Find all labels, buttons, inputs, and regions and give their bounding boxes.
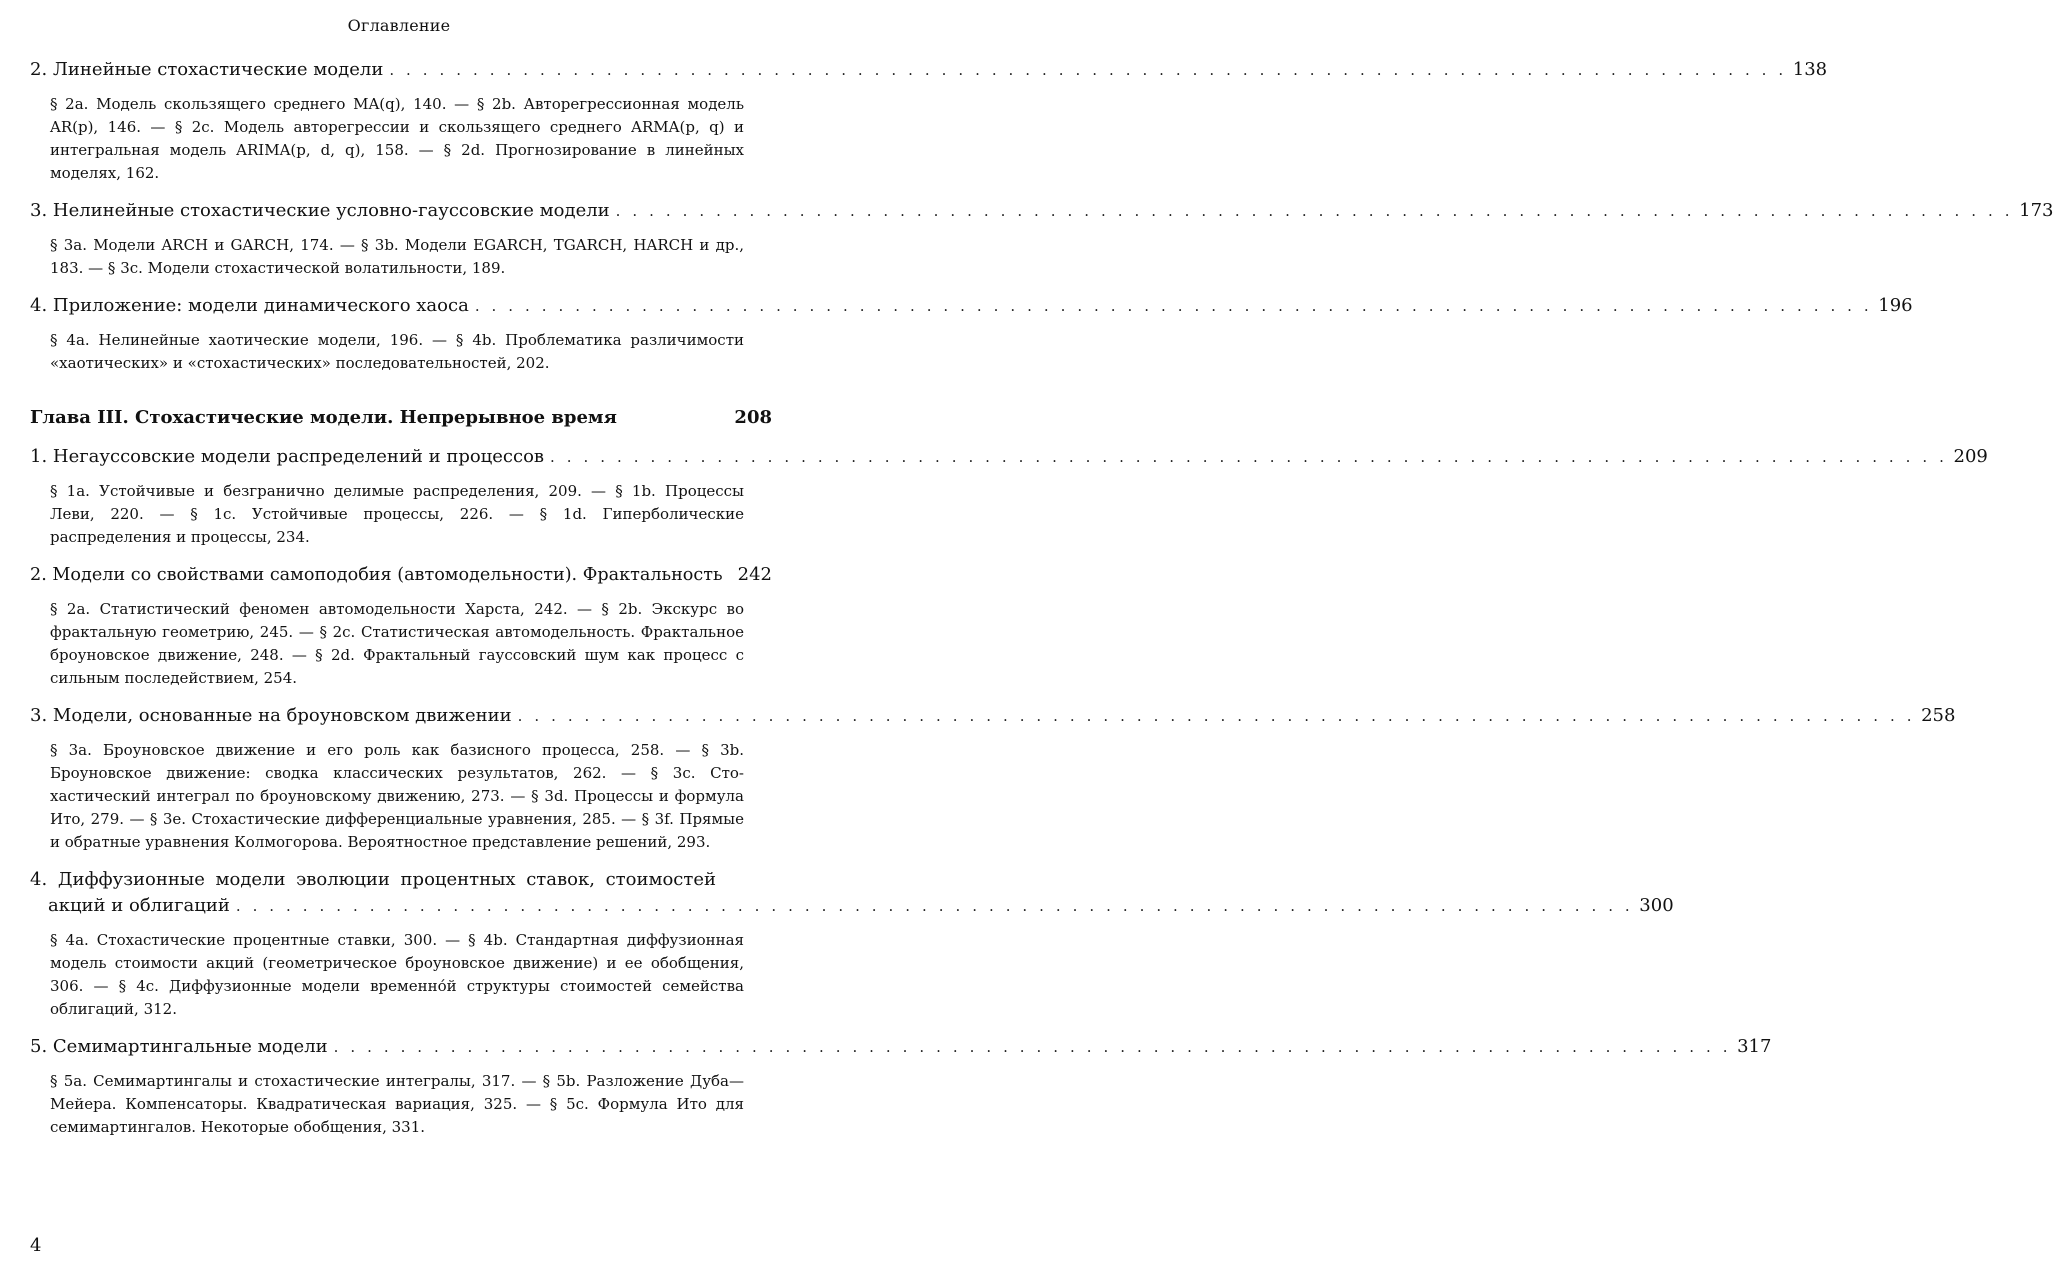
entry-title: 2. Линейные стохастические модели: [30, 59, 384, 80]
dot-leader: . . . . . . . . . . . . . . . . . . . . . . . . . . . . . . . . . . . . . . . . . . . . . . . . . . . . . . . . . . . . . . . . . . . . . . . . . . . . . . . . . . . .: [474, 297, 1873, 315]
entry-title: 3. Модели, основанные на броуновском движении: [30, 705, 512, 726]
entry-subsections: § 2a. Модель скользящего среднего MA(q), 140. — § 2b. Авторегрессионная модель AR(p), 146. — § 2c. Модель авторегрессии и скользящего среднего ARMA(p, q) и интегральная модель ARIMA(p, d, q), 158. — § 2d. Прогнозирование в линейных моделях, 162.: [50, 95, 744, 182]
entry-page: 317: [1737, 1036, 1772, 1057]
toc-entry-2-4[interactable]: [30, 293, 1913, 319]
running-head: Оглавление: [347, 16, 451, 35]
dot-leader: . . . . . . . . . . . . . . . . . . . . . . . . . . . . . . . . . . . . . . . . . . . . . . . . . . . . . . . . . . . . . . . . . . . . . . . . . . . . . . . . . . . .: [235, 897, 1634, 915]
toc-entry-3-4[interactable]: [30, 867, 1674, 919]
entry-subsections: § 1a. Устойчивые и безгранично делимые распределения, 209. — § 1b. Процессы Леви, 220. — § 1c. Устойчивые процессы, 226. — § 1d. Гиперболические распределения и процессы, 234.: [50, 482, 744, 546]
entry-title: 5. Семимартингальные модели: [30, 1036, 328, 1057]
entry-title-line-1: 4. Диффузионные модели эволюции процентных ставок, стоимостей: [30, 869, 716, 890]
entry-subsections: § 4a. Нелинейные хаотические модели, 196. — § 4b. Проблематика различимости «хаотических» и «стохастических» последовательностей, 202.: [50, 331, 744, 372]
dot-leader: . . . . . . . . . . . . . . . . . . . . . . . . . . . . . . . . . . . . . . . . . . . . . . . . . . . . . . . . . . . . . . . . . . . . . . . . . . . . . . . . . . . .: [333, 1038, 1732, 1056]
table-of-contents: [30, 57, 2053, 1139]
entry-page: 173: [2019, 200, 2053, 221]
chapter-heading[interactable]: [30, 405, 772, 431]
toc-entry-3-3[interactable]: [30, 703, 1956, 729]
chapter-page: 208: [734, 407, 772, 428]
toc-entry-3-5[interactable]: [30, 1034, 1772, 1060]
entry-title-line-2: акций и облигаций: [48, 895, 230, 916]
entry-title: 4. Приложение: модели динамического хаоса: [30, 295, 469, 316]
toc-entry-2-3[interactable]: [30, 198, 2053, 224]
dot-leader: . . . . . . . . . . . . . . . . . . . . . . . . . . . . . . . . . . . . . . . . . . . . . . . . . . . . . . . . . . . . . . . . . . . . . . . . . . . . . . . . . . . .: [615, 202, 2014, 220]
entry-subsections: § 4a. Стохастические процентные ставки, 300. — § 4b. Стандартная диффузионная модель стоимости акций (геометрическое броуновское движение) и ее обобщения, 306. — § 4c. Диффузионные модели временно́й структуры стоимостей семейства облигаций, 312.: [50, 931, 744, 1018]
entry-subsections: § 3a. Броуновское движение и его роль как базисного процесса, 258. — § 3b. Броуновское движение: сводка классических результатов, 262. — § 3c. Стохастический интеграл по броуновскому движению, 273. — § 3d. Процессы и формула Ито, 279. — § 3e. Стохастические дифференциальные уравнения, 285. — § 3f. Прямые и обратные уравнения Колмогорова. Вероятностное представление решений, 293.: [50, 741, 744, 851]
dot-leader: . . . . . . . . . . . . . . . . . . . . . . . . . . . . . . . . . . . . . . . . . . . . . . . . . . . . . . . . . . . . . . . . . . . . . . . . . . . . . . . . . . . .: [550, 448, 1948, 466]
dot-leader: . . . . . . . . . . . . . . . . . . . . . . . . . . . . . . . . . . . . . . . . . . . . . . . . . . . . . . . . . . . . . . . . . . . . . . . . . . . . . . . . . . . .: [389, 61, 1787, 79]
page-number: 4: [30, 1235, 42, 1256]
entry-page: 300: [1639, 895, 1674, 916]
dot-leader: . . . . . . . . . . . . . . . . . . . . . . . . . . . . . . . . . . . . . . . . . . . . . . . . . . . . . . . . . . . . . . . . . . . . . . . . . . . . . . . . . . . .: [517, 707, 1916, 725]
toc-entry-3-1[interactable]: [30, 444, 1988, 470]
toc-entry-2-2[interactable]: [30, 57, 1828, 83]
entry-subsections: § 2a. Статистический феномен автомодельности Харста, 242. — § 2b. Экскурс во фрактальную геометрию, 245. — § 2c. Статистическая автомодельность. Фрактальное броуновское движение, 248. — § 2d. Фрактальный гауссовский шум как процесс с сильным последействием, 254.: [50, 600, 744, 687]
toc-entry-3-2[interactable]: [30, 562, 772, 588]
entry-title: 3. Нелинейные стохастические условно-гауссовские модели: [30, 200, 610, 221]
entry-page: 258: [1921, 705, 1956, 726]
entry-page: 242: [737, 564, 772, 585]
entry-subsections: § 5a. Семимартингалы и стохастические интегралы, 317. — § 5b. Разложение Дуба—Мейера. Компенсаторы. Квадратическая вариация, 325. — § 5c. Формула Ито для семимартингалов. Некоторые обобщения, 331.: [50, 1072, 744, 1136]
chapter-title: Глава III. Стохастические модели. Непрерывное время: [30, 407, 617, 428]
entry-title: 1. Негауссовские модели распределений и процессов: [30, 446, 545, 467]
entry-page: 138: [1792, 59, 1828, 80]
entry-page: 209: [1953, 446, 1988, 467]
entry-subsections: § 3a. Модели ARCH и GARCH, 174. — § 3b. Модели EGARCH, TGARCH, HARCH и др., 183. — § 3c. Модели стохастической волатильности, 189.: [50, 236, 744, 277]
entry-page: 196: [1878, 295, 1913, 316]
entry-title: 2. Модели со свойствами самоподобия (автомодельности). Фрактальность: [30, 565, 723, 585]
